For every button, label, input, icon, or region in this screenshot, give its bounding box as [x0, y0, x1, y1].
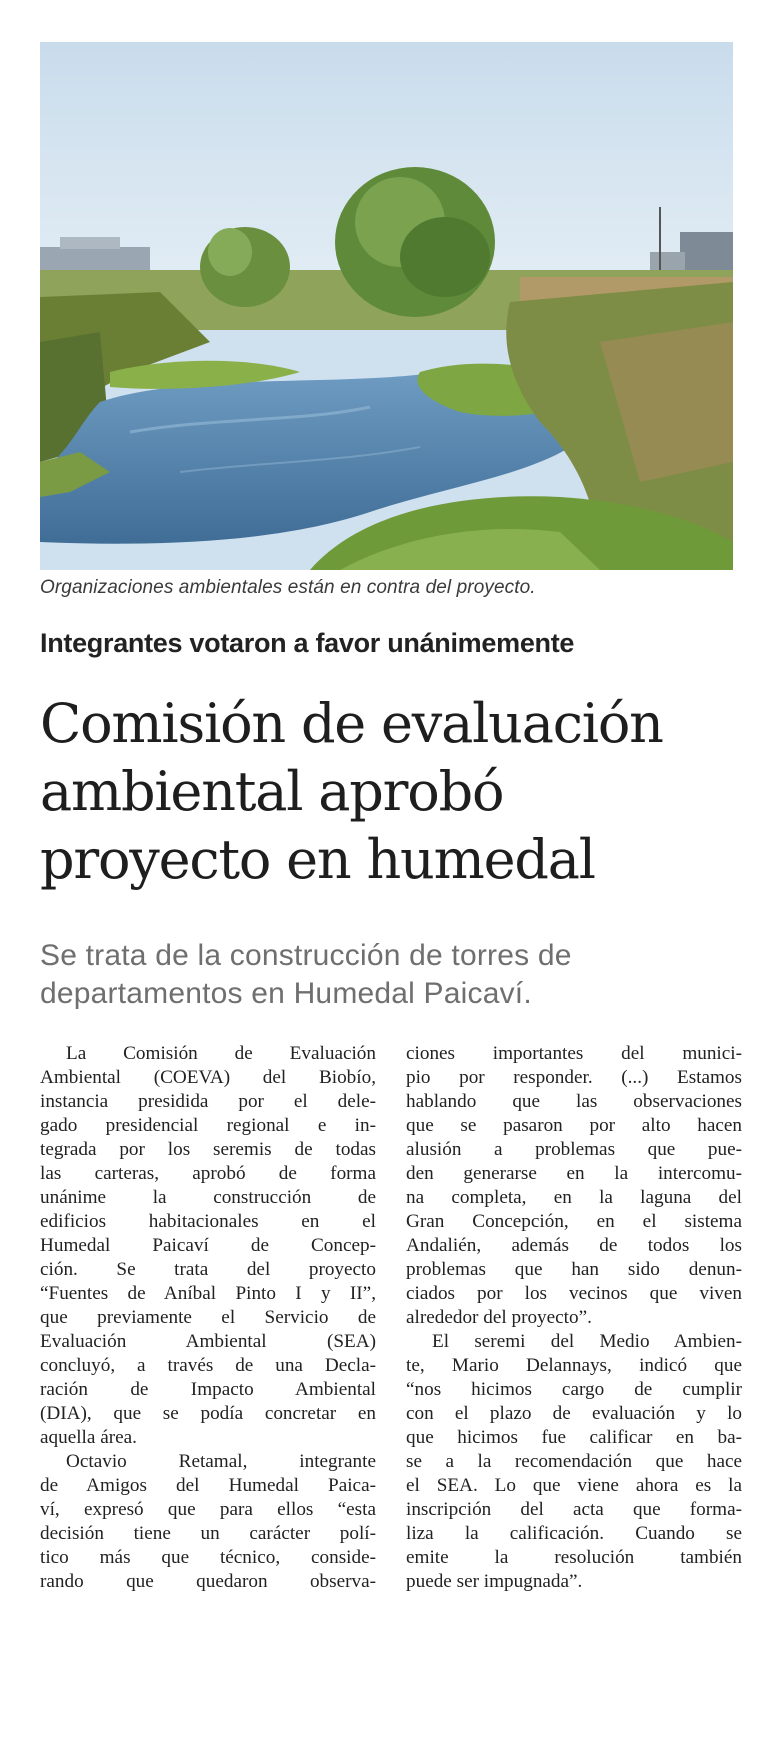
body-line: problemas que han sido denun-	[406, 1259, 742, 1280]
body-line: alrededor del proyecto”.	[406, 1307, 592, 1328]
headline-line: ambiental aprobó	[40, 760, 504, 823]
body-line: aquella área.	[40, 1427, 137, 1448]
body-line: rando que quedaron observa-	[40, 1571, 376, 1592]
body-line: unánime la construcción de	[40, 1187, 376, 1208]
body-line: emite la resolución también	[406, 1547, 742, 1568]
body-line: puede ser impugnada”.	[406, 1571, 583, 1592]
subhead-line: Se trata de la construcción de torres de	[40, 939, 572, 972]
body-line: Ambiental (COEVA) del Biobío,	[40, 1067, 376, 1088]
body-line: las carteras, aprobó de forma	[40, 1163, 376, 1184]
body-line: liza la calificación. Cuando se	[406, 1523, 742, 1544]
body-line: (DIA), que se podía concretar en	[40, 1403, 376, 1424]
body-line: tegrada por los seremis de todas	[40, 1139, 376, 1160]
body-line: con el plazo de evaluación y lo	[406, 1403, 742, 1424]
body-column-right	[406, 1042, 742, 1594]
body-line: pio por responder. (...) Estamos	[406, 1067, 742, 1088]
body-line: “Fuentes de Aníbal Pinto I y II”,	[40, 1283, 376, 1304]
body-line: den generarse en la intercomu-	[406, 1163, 742, 1184]
body-line: decisión tiene un carácter polí-	[40, 1523, 376, 1544]
body-line: el SEA. Lo que viene ahora es la	[406, 1475, 742, 1496]
body-line: alusión a problemas que pue-	[406, 1139, 742, 1160]
headline	[40, 690, 740, 894]
body-line: gado presidencial regional e in-	[40, 1115, 376, 1136]
photo-caption: Organizaciones ambientales están en contra del proyecto.	[40, 577, 536, 598]
body-line: ciones importantes del munici-	[406, 1043, 742, 1064]
body-line: ción. Se trata del proyecto	[40, 1259, 376, 1280]
body-line: Evaluación Ambiental (SEA)	[40, 1331, 376, 1352]
wetland-photo-illustration	[40, 42, 733, 570]
body-line: “nos hicimos cargo de cumplir	[406, 1379, 742, 1400]
body-line: ví, expresó que para ellos “esta	[40, 1499, 376, 1520]
body-line: concluyó, a través de una Decla-	[40, 1355, 376, 1376]
body-line: La Comisión de Evaluación	[66, 1043, 376, 1064]
subhead-line: departamentos en Humedal Paicaví.	[40, 977, 532, 1010]
kicker: Integrantes votaron a favor unánimemente	[40, 628, 575, 658]
body-line: se a la recomendación que hace	[406, 1451, 742, 1472]
body-line: Gran Concepción, en el sistema	[406, 1211, 742, 1232]
body-column-left	[40, 1042, 376, 1594]
body-line: inscripción del acta que forma-	[406, 1499, 742, 1520]
headline-line: proyecto en humedal	[40, 828, 595, 891]
body-line: ración de Impacto Ambiental	[40, 1379, 376, 1400]
body-line: que hicimos fue calificar en ba-	[406, 1427, 742, 1448]
body-line: El seremi del Medio Ambien-	[432, 1331, 742, 1352]
wetland-photo	[40, 42, 733, 570]
body-line: que previamente el Servicio de	[40, 1307, 376, 1328]
body-line: tico más que técnico, conside-	[40, 1547, 376, 1568]
subhead	[40, 937, 733, 1013]
body-line: de Amigos del Humedal Paica-	[40, 1475, 376, 1496]
body-line: te, Mario Delannays, indicó que	[406, 1355, 742, 1376]
body-line: Andalién, además de todos los	[406, 1235, 742, 1256]
body-line: Octavio Retamal, integrante	[66, 1451, 376, 1472]
body-line: na completa, en la laguna del	[406, 1187, 742, 1208]
body-line: ciados por los vecinos que viven	[406, 1283, 742, 1304]
headline-line: Comisión de evaluación	[40, 692, 663, 755]
body-line: hablando que las observaciones	[406, 1091, 742, 1112]
body-line: Humedal Paicaví de Concep-	[40, 1235, 376, 1256]
body-line: que se pasaron por alto hacen	[406, 1115, 742, 1136]
body-line: edificios habitacionales en el	[40, 1211, 376, 1232]
body-line: instancia presidida por el dele-	[40, 1091, 376, 1112]
